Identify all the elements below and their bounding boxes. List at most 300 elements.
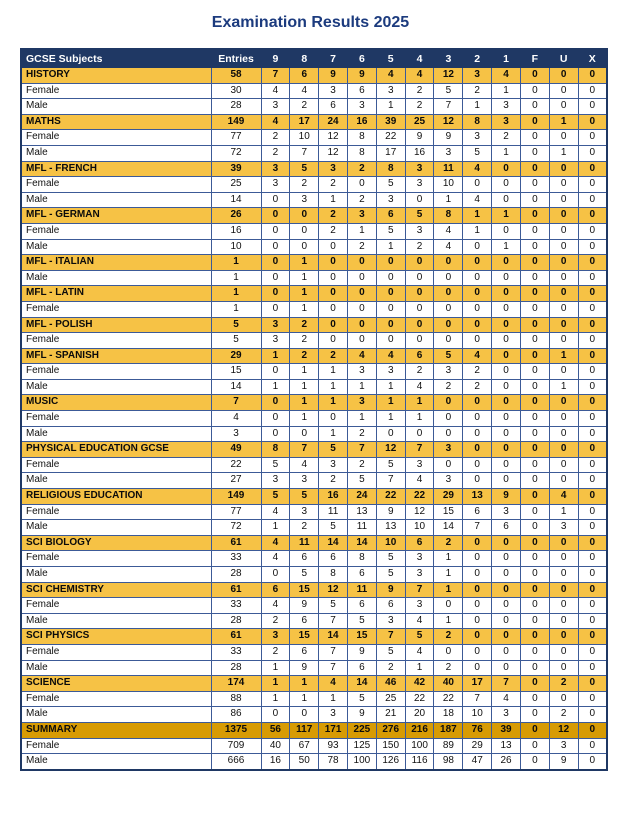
- value-cell: 1: [347, 411, 376, 427]
- value-cell: 0: [261, 567, 290, 583]
- value-cell: 0: [578, 426, 607, 442]
- value-cell: 30: [211, 83, 261, 99]
- value-cell: 76: [463, 722, 492, 738]
- value-cell: 0: [405, 286, 434, 302]
- header-cell: 6: [347, 49, 376, 68]
- value-cell: 0: [463, 270, 492, 286]
- value-cell: 3: [319, 457, 348, 473]
- value-cell: 0: [261, 301, 290, 317]
- table-body: [21, 68, 607, 770]
- value-cell: 0: [463, 255, 492, 271]
- value-cell: 0: [520, 535, 549, 551]
- row-label: Female: [21, 644, 211, 660]
- value-cell: 0: [549, 223, 578, 239]
- value-cell: 171: [319, 722, 348, 738]
- value-cell: 3: [463, 130, 492, 146]
- value-cell: 6: [347, 598, 376, 614]
- value-cell: 0: [520, 489, 549, 505]
- value-cell: 0: [578, 99, 607, 115]
- value-cell: 6: [290, 613, 319, 629]
- header-cell: U: [549, 49, 578, 68]
- value-cell: 0: [520, 738, 549, 754]
- value-cell: 0: [520, 239, 549, 255]
- value-cell: 1: [319, 379, 348, 395]
- value-cell: 15: [290, 582, 319, 598]
- value-cell: 0: [492, 161, 521, 177]
- value-cell: 15: [211, 364, 261, 380]
- value-cell: 72: [211, 145, 261, 161]
- value-cell: 16: [211, 223, 261, 239]
- value-cell: 28: [211, 567, 261, 583]
- value-cell: 3: [434, 442, 463, 458]
- value-cell: 1: [492, 208, 521, 224]
- value-cell: 0: [261, 395, 290, 411]
- value-cell: 9: [290, 598, 319, 614]
- value-cell: 6: [347, 83, 376, 99]
- subject-row: [21, 68, 607, 84]
- value-cell: 28: [211, 660, 261, 676]
- value-cell: 6: [376, 598, 405, 614]
- value-cell: 8: [347, 551, 376, 567]
- value-cell: 216: [405, 722, 434, 738]
- value-cell: 1: [463, 223, 492, 239]
- value-cell: 0: [261, 270, 290, 286]
- value-cell: 0: [549, 333, 578, 349]
- detail-row: [21, 270, 607, 286]
- value-cell: 0: [578, 660, 607, 676]
- value-cell: 22: [405, 489, 434, 505]
- value-cell: 3: [319, 83, 348, 99]
- value-cell: 0: [492, 629, 521, 645]
- value-cell: 10: [376, 535, 405, 551]
- value-cell: 100: [347, 754, 376, 770]
- value-cell: 0: [463, 239, 492, 255]
- value-cell: 9: [319, 68, 348, 84]
- value-cell: 7: [319, 660, 348, 676]
- value-cell: 0: [520, 520, 549, 536]
- value-cell: 1: [290, 379, 319, 395]
- value-cell: 117: [290, 722, 319, 738]
- value-cell: 1: [290, 411, 319, 427]
- value-cell: 0: [347, 177, 376, 193]
- detail-row: [21, 301, 607, 317]
- value-cell: 11: [347, 582, 376, 598]
- value-cell: 0: [549, 395, 578, 411]
- value-cell: 116: [405, 754, 434, 770]
- value-cell: 0: [347, 301, 376, 317]
- value-cell: 3: [261, 629, 290, 645]
- row-label: Male: [21, 270, 211, 286]
- value-cell: 14: [211, 192, 261, 208]
- value-cell: 13: [376, 520, 405, 536]
- value-cell: 0: [578, 223, 607, 239]
- value-cell: 28: [211, 99, 261, 115]
- value-cell: 125: [347, 738, 376, 754]
- value-cell: 12: [434, 68, 463, 84]
- value-cell: 0: [578, 489, 607, 505]
- value-cell: 0: [578, 457, 607, 473]
- value-cell: 7: [492, 676, 521, 692]
- value-cell: 0: [520, 426, 549, 442]
- value-cell: 0: [520, 286, 549, 302]
- value-cell: 5: [434, 348, 463, 364]
- header-cell: 4: [405, 49, 434, 68]
- value-cell: 49: [211, 442, 261, 458]
- value-cell: 77: [211, 130, 261, 146]
- value-cell: 0: [463, 333, 492, 349]
- value-cell: 4: [261, 114, 290, 130]
- value-cell: 1: [319, 395, 348, 411]
- row-label: Female: [21, 457, 211, 473]
- value-cell: 1: [376, 379, 405, 395]
- value-cell: 0: [578, 114, 607, 130]
- value-cell: 7: [376, 473, 405, 489]
- value-cell: 0: [492, 411, 521, 427]
- header-cell: 8: [290, 49, 319, 68]
- value-cell: 0: [578, 738, 607, 754]
- value-cell: 0: [578, 442, 607, 458]
- value-cell: 4: [261, 504, 290, 520]
- value-cell: 6: [463, 504, 492, 520]
- value-cell: 0: [492, 317, 521, 333]
- value-cell: 0: [549, 426, 578, 442]
- value-cell: 1: [261, 379, 290, 395]
- subject-row: [21, 582, 607, 598]
- value-cell: 150: [376, 738, 405, 754]
- value-cell: 0: [261, 411, 290, 427]
- value-cell: 2: [319, 208, 348, 224]
- value-cell: 0: [549, 208, 578, 224]
- value-cell: 3: [347, 208, 376, 224]
- value-cell: 0: [261, 192, 290, 208]
- value-cell: 0: [578, 286, 607, 302]
- detail-row: [21, 613, 607, 629]
- value-cell: 126: [376, 754, 405, 770]
- value-cell: 4: [434, 239, 463, 255]
- value-cell: 1: [290, 286, 319, 302]
- value-cell: 42: [405, 676, 434, 692]
- value-cell: 0: [347, 286, 376, 302]
- value-cell: 1: [319, 364, 348, 380]
- value-cell: 3: [405, 223, 434, 239]
- value-cell: 1: [211, 286, 261, 302]
- value-cell: 7: [405, 582, 434, 598]
- header-cell: 1: [492, 49, 521, 68]
- row-label: SCI PHYSICS: [21, 629, 211, 645]
- value-cell: 0: [520, 457, 549, 473]
- value-cell: 5: [211, 317, 261, 333]
- value-cell: 0: [520, 208, 549, 224]
- results-table: [20, 48, 608, 771]
- value-cell: 14: [347, 535, 376, 551]
- row-label: Male: [21, 567, 211, 583]
- subject-row: [21, 676, 607, 692]
- value-cell: 0: [492, 270, 521, 286]
- row-label: MFL - GERMAN: [21, 208, 211, 224]
- value-cell: 2: [347, 239, 376, 255]
- detail-row: [21, 379, 607, 395]
- value-cell: 61: [211, 582, 261, 598]
- value-cell: 0: [434, 333, 463, 349]
- value-cell: 14: [319, 535, 348, 551]
- value-cell: 22: [376, 130, 405, 146]
- value-cell: 0: [463, 582, 492, 598]
- header-row: [21, 49, 607, 68]
- value-cell: 0: [520, 68, 549, 84]
- value-cell: 0: [492, 255, 521, 271]
- value-cell: 9: [405, 130, 434, 146]
- value-cell: 0: [578, 192, 607, 208]
- value-cell: 0: [578, 504, 607, 520]
- value-cell: 4: [463, 348, 492, 364]
- value-cell: 7: [376, 629, 405, 645]
- value-cell: 11: [319, 504, 348, 520]
- value-cell: 0: [520, 301, 549, 317]
- value-cell: 0: [578, 473, 607, 489]
- value-cell: 0: [376, 333, 405, 349]
- row-label: Male: [21, 426, 211, 442]
- value-cell: 276: [376, 722, 405, 738]
- value-cell: 17: [376, 145, 405, 161]
- value-cell: 4: [405, 613, 434, 629]
- detail-row: [21, 567, 607, 583]
- value-cell: 6: [347, 567, 376, 583]
- summary-row: [21, 722, 607, 738]
- value-cell: 2: [319, 223, 348, 239]
- value-cell: 25: [211, 177, 261, 193]
- value-cell: 50: [290, 754, 319, 770]
- detail-row: [21, 644, 607, 660]
- value-cell: 4: [405, 644, 434, 660]
- value-cell: 1: [549, 114, 578, 130]
- value-cell: 2: [347, 426, 376, 442]
- value-cell: 0: [520, 223, 549, 239]
- subject-row: [21, 161, 607, 177]
- value-cell: 4: [434, 223, 463, 239]
- row-label: Male: [21, 473, 211, 489]
- value-cell: 0: [578, 644, 607, 660]
- value-cell: 1: [261, 520, 290, 536]
- value-cell: 0: [520, 255, 549, 271]
- value-cell: 67: [290, 738, 319, 754]
- value-cell: 0: [405, 270, 434, 286]
- value-cell: 3: [405, 177, 434, 193]
- value-cell: 2: [376, 660, 405, 676]
- value-cell: 7: [347, 442, 376, 458]
- value-cell: 0: [549, 582, 578, 598]
- value-cell: 2: [290, 177, 319, 193]
- header-cell: 2: [463, 49, 492, 68]
- value-cell: 8: [347, 145, 376, 161]
- value-cell: 1: [319, 426, 348, 442]
- value-cell: 7: [261, 68, 290, 84]
- detail-row: [21, 738, 607, 754]
- value-cell: 88: [211, 691, 261, 707]
- value-cell: 2: [347, 161, 376, 177]
- value-cell: 7: [463, 691, 492, 707]
- value-cell: 0: [549, 644, 578, 660]
- value-cell: 5: [319, 520, 348, 536]
- subject-row: [21, 629, 607, 645]
- value-cell: 2: [290, 333, 319, 349]
- value-cell: 0: [261, 255, 290, 271]
- value-cell: 4: [261, 535, 290, 551]
- value-cell: 7: [434, 99, 463, 115]
- value-cell: 7: [290, 442, 319, 458]
- value-cell: 58: [211, 68, 261, 84]
- value-cell: 5: [405, 629, 434, 645]
- value-cell: 0: [549, 286, 578, 302]
- value-cell: 1: [549, 145, 578, 161]
- value-cell: 2: [261, 613, 290, 629]
- value-cell: 4: [347, 348, 376, 364]
- value-cell: 28: [211, 613, 261, 629]
- value-cell: 33: [211, 644, 261, 660]
- value-cell: 0: [578, 68, 607, 84]
- value-cell: 0: [549, 161, 578, 177]
- value-cell: 5: [261, 457, 290, 473]
- value-cell: 0: [319, 239, 348, 255]
- value-cell: 3: [549, 738, 578, 754]
- value-cell: 0: [434, 255, 463, 271]
- value-cell: 0: [520, 145, 549, 161]
- value-cell: 0: [520, 348, 549, 364]
- value-cell: 0: [492, 613, 521, 629]
- row-label: PHYSICAL EDUCATION GCSE: [21, 442, 211, 458]
- value-cell: 8: [319, 567, 348, 583]
- value-cell: 0: [290, 426, 319, 442]
- value-cell: 1: [319, 691, 348, 707]
- subject-row: [21, 255, 607, 271]
- value-cell: 0: [520, 395, 549, 411]
- value-cell: 0: [492, 395, 521, 411]
- value-cell: 0: [347, 317, 376, 333]
- value-cell: 0: [261, 239, 290, 255]
- value-cell: 5: [319, 598, 348, 614]
- value-cell: 0: [463, 473, 492, 489]
- value-cell: 4: [549, 489, 578, 505]
- value-cell: 2: [261, 145, 290, 161]
- value-cell: 187: [434, 722, 463, 738]
- value-cell: 72: [211, 520, 261, 536]
- value-cell: 4: [463, 161, 492, 177]
- row-label: Female: [21, 411, 211, 427]
- value-cell: 0: [549, 629, 578, 645]
- value-cell: 3: [290, 192, 319, 208]
- row-label: SCIENCE: [21, 676, 211, 692]
- value-cell: 1: [290, 676, 319, 692]
- subject-row: [21, 348, 607, 364]
- row-label: Female: [21, 333, 211, 349]
- value-cell: 0: [578, 317, 607, 333]
- value-cell: 0: [261, 286, 290, 302]
- value-cell: 0: [549, 364, 578, 380]
- value-cell: 1: [261, 660, 290, 676]
- value-cell: 1: [290, 255, 319, 271]
- value-cell: 1: [290, 301, 319, 317]
- value-cell: 8: [463, 114, 492, 130]
- subject-row: [21, 442, 607, 458]
- value-cell: 3: [549, 520, 578, 536]
- detail-row: [21, 239, 607, 255]
- value-cell: 3: [290, 504, 319, 520]
- value-cell: 0: [492, 192, 521, 208]
- subject-row: [21, 114, 607, 130]
- value-cell: 3: [290, 473, 319, 489]
- value-cell: 9: [376, 582, 405, 598]
- value-cell: 0: [434, 301, 463, 317]
- value-cell: 0: [492, 286, 521, 302]
- value-cell: 6: [405, 348, 434, 364]
- value-cell: 5: [376, 567, 405, 583]
- value-cell: 9: [376, 504, 405, 520]
- detail-row: [21, 473, 607, 489]
- value-cell: 2: [261, 130, 290, 146]
- value-cell: 1: [211, 270, 261, 286]
- value-cell: 0: [520, 613, 549, 629]
- value-cell: 0: [578, 707, 607, 723]
- value-cell: 0: [405, 317, 434, 333]
- detail-row: [21, 426, 607, 442]
- value-cell: 14: [319, 629, 348, 645]
- value-cell: 0: [578, 333, 607, 349]
- value-cell: 0: [520, 582, 549, 598]
- value-cell: 0: [319, 255, 348, 271]
- value-cell: 0: [492, 223, 521, 239]
- value-cell: 2: [463, 379, 492, 395]
- value-cell: 3: [261, 177, 290, 193]
- value-cell: 7: [463, 520, 492, 536]
- value-cell: 0: [492, 348, 521, 364]
- value-cell: 5: [211, 333, 261, 349]
- value-cell: 5: [290, 161, 319, 177]
- value-cell: 0: [578, 613, 607, 629]
- value-cell: 100: [405, 738, 434, 754]
- row-label: RELIGIOUS EDUCATION: [21, 489, 211, 505]
- detail-row: [21, 333, 607, 349]
- value-cell: 6: [290, 644, 319, 660]
- value-cell: 1: [463, 208, 492, 224]
- detail-row: [21, 504, 607, 520]
- value-cell: 14: [211, 379, 261, 395]
- detail-row: [21, 754, 607, 770]
- value-cell: 4: [261, 83, 290, 99]
- header-cell: 5: [376, 49, 405, 68]
- value-cell: 0: [290, 208, 319, 224]
- value-cell: 0: [492, 301, 521, 317]
- value-cell: 0: [520, 473, 549, 489]
- value-cell: 3: [376, 364, 405, 380]
- value-cell: 40: [434, 676, 463, 692]
- value-cell: 0: [463, 177, 492, 193]
- value-cell: 0: [319, 411, 348, 427]
- row-label: Female: [21, 738, 211, 754]
- value-cell: 0: [463, 426, 492, 442]
- row-label: Female: [21, 301, 211, 317]
- value-cell: 0: [492, 598, 521, 614]
- value-cell: 13: [463, 489, 492, 505]
- value-cell: 1: [290, 691, 319, 707]
- value-cell: 0: [463, 301, 492, 317]
- value-cell: 1: [261, 348, 290, 364]
- value-cell: 3: [492, 99, 521, 115]
- value-cell: 18: [434, 707, 463, 723]
- value-cell: 5: [405, 208, 434, 224]
- value-cell: 0: [520, 676, 549, 692]
- row-label: Female: [21, 598, 211, 614]
- value-cell: 0: [549, 301, 578, 317]
- value-cell: 4: [261, 598, 290, 614]
